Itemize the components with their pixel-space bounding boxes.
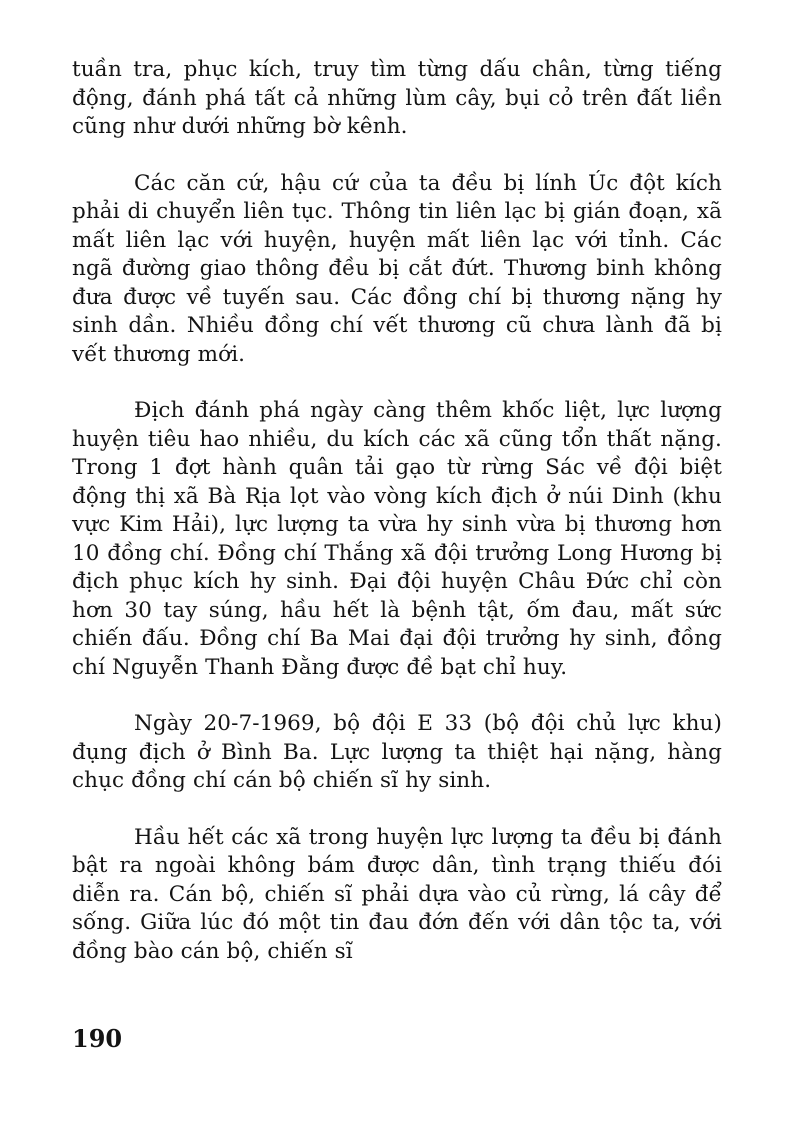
paragraph-1: tuần tra, phục kích, truy tìm từng dấu chân, từng tiếng động, đánh phá tất cả những lùm cây, bụi cỏ trên đất liền cũng như dưới những bờ kênh.	[72, 57, 722, 139]
paragraph-3: Địch đánh phá ngày càng thêm khốc liệt, lực lượng huyện tiêu hao nhiều, du kích các xã cũng tổn thất nặng. Trong 1 đợt hành quân tải gạo từ rừng Sác về đội biệt động thị xã Bà Rịa lọt vào vòng kích địch ở núi Dinh (khu vực Kim Hải), lực lượng ta vừa hy sinh vừa bị thương hơn 10 đồng chí. Đồng chí Thắng xã đội trưởng Long Hương bị địch phục kích hy sinh. Đại đội huyện Châu Đức chỉ còn hơn 30 tay súng, hầu hết là bệnh tật, ốm đau, mất sức chiến đấu. Đồng chí Ba Mai đại đội trưởng hy sinh, đồng chí Nguyễn Thanh Đằng được đề bạt chỉ huy.	[72, 398, 722, 680]
paragraph-2: Các căn cứ, hậu cứ của ta đều bị lính Úc đột kích phải di chuyển liên tục. Thông tin liên lạc bị gián đoạn, xã mất liên lạc với huyện, huyện mất liên lạc với tỉnh. Các ngã đường giao thông đều bị cắt đứt. Thương binh không đưa được về tuyến sau. Các đồng chí bị thương nặng hy sinh dần. Nhiều đồng chí vết thương cũ chưa lành đã bị vết thương mới.	[72, 170, 722, 367]
paragraph-5: Hầu hết các xã trong huyện lực lượng ta đều bị đánh bật ra ngoài không bám được dân, tình trạng thiếu đói diễn ra. Cán bộ, chiến sĩ phải dựa vào củ rừng, lá cây để sống. Giữa lúc đó một tin đau đớn đến với dân tộc ta, với đồng bào cán bộ, chiến sĩ	[72, 824, 722, 964]
paragraph-gap	[72, 796, 722, 824]
document-page	[72, 56, 722, 966]
page-number: 190	[72, 1024, 123, 1053]
paragraph-gap	[72, 369, 722, 397]
paragraph-gap	[72, 142, 722, 170]
paragraph-4: Ngày 20-7-1969, bộ đội E 33 (bộ đội chủ lực khu) đụng địch ở Bình Ba. Lực lượng ta thiệt hại nặng, hàng chục đồng chí cán bộ chiến sĩ hy sinh.	[72, 711, 722, 793]
paragraph-gap	[72, 682, 722, 710]
